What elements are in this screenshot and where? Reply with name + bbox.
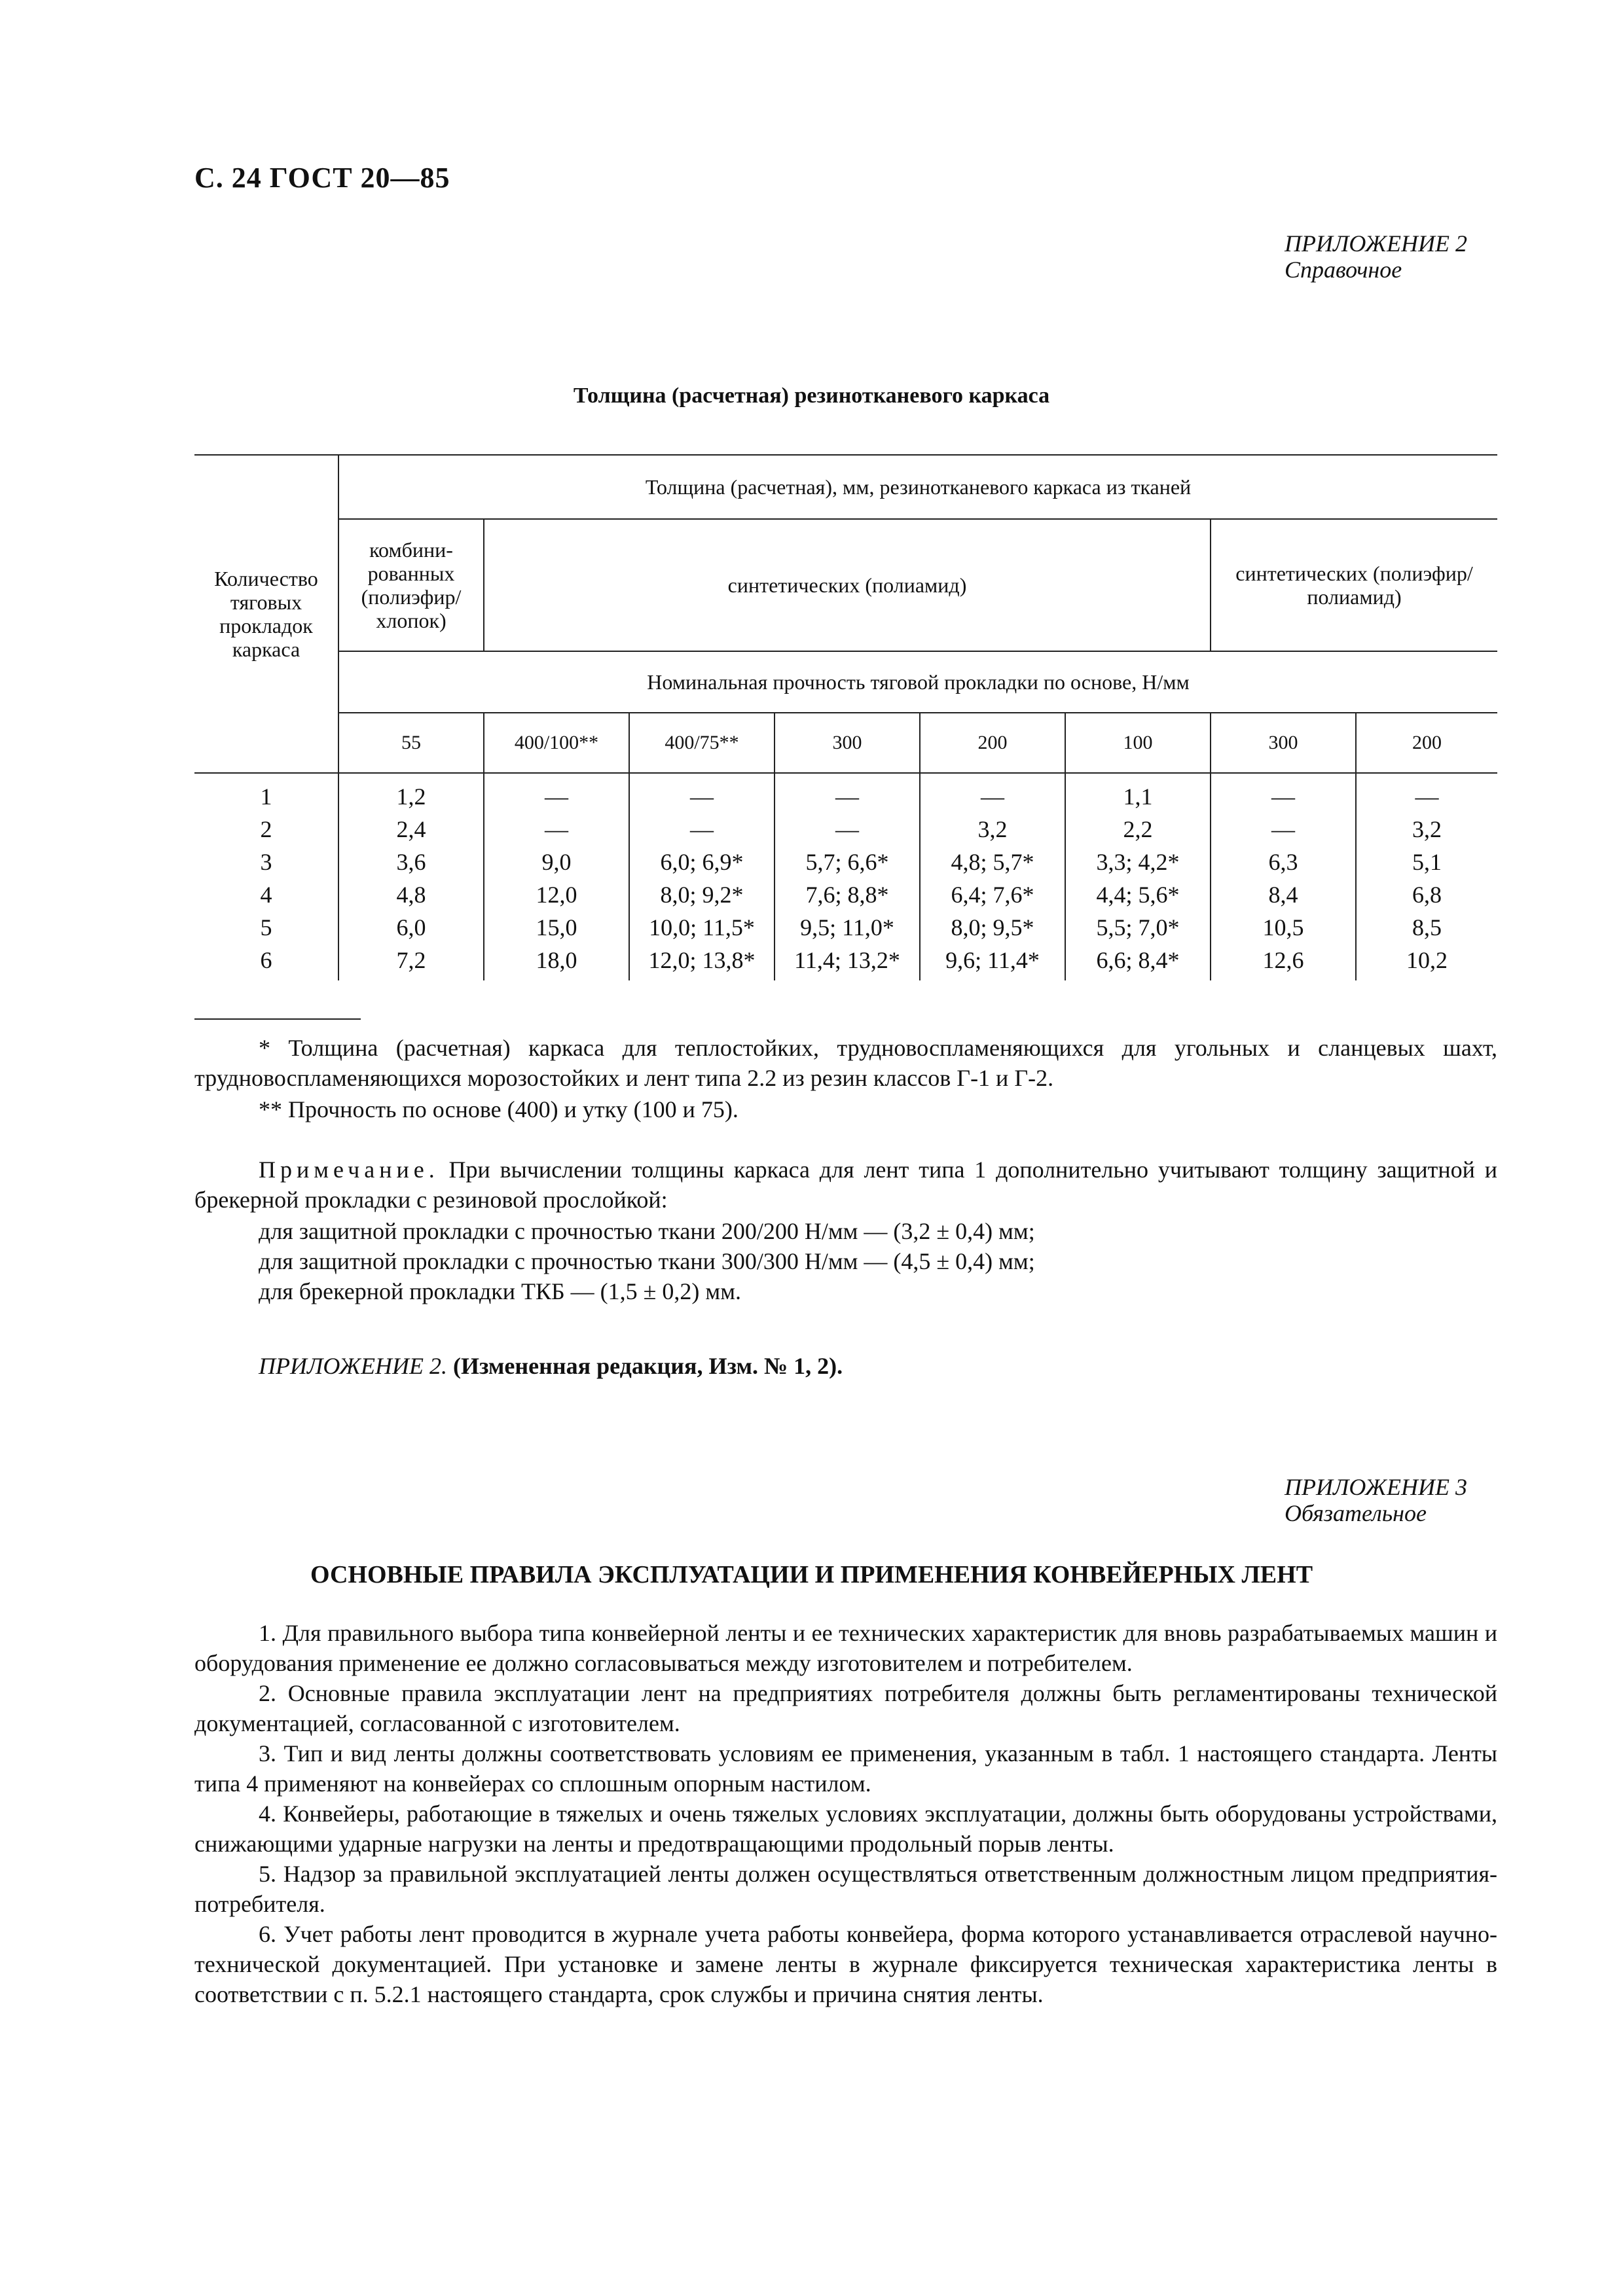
strength-cell: 300 xyxy=(775,713,920,773)
table-cell: 3,2 xyxy=(920,813,1065,846)
table-row xyxy=(194,773,1497,813)
table-cell: 6,0; 6,9* xyxy=(629,846,775,878)
table-cell: 9,5; 11,0* xyxy=(775,911,920,944)
table-cell: 6,0 xyxy=(338,911,484,944)
table-cell: 8,0; 9,2* xyxy=(629,878,775,911)
table-cell: 5,7; 6,6* xyxy=(775,846,920,878)
table-cell: — xyxy=(484,773,629,813)
appendix-2-status: Справочное xyxy=(1285,257,1402,283)
footnote-2: ** Прочность по основе (400) и утку (100 и 75). xyxy=(259,1096,739,1122)
appendix-3-title: ПРИЛОЖЕНИЕ 3 xyxy=(1285,1474,1467,1500)
strength-header: Номинальная прочность тяговой прокладки по основе, Н/мм xyxy=(338,651,1497,713)
appendix-3-status: Обязательное xyxy=(1285,1500,1427,1526)
change-note-label: ПРИЛОЖЕНИЕ 2. xyxy=(259,1353,447,1379)
rule-item: 2. Основные правила эксплуатации лент на предприятиях потребителя должны быть регламентированы технической документацией, согласованной с изготовителем. xyxy=(194,1680,1497,1736)
table-title: Толщина (расчетная) резинотканевого каркаса xyxy=(573,384,1050,408)
table-cell: 10,0; 11,5* xyxy=(629,911,775,944)
strength-cell: 400/100** xyxy=(484,713,629,773)
appendix-2-title: ПРИЛОЖЕНИЕ 2 xyxy=(1285,230,1467,257)
table-cell: 4,8; 5,7* xyxy=(920,846,1065,878)
table-cell: 4,8 xyxy=(338,878,484,911)
table-cell: 3 xyxy=(260,849,272,875)
fabric-polyamide: синтетических (полиамид) xyxy=(484,519,1211,651)
footnote-1: * Толщина (расчетная) каркаса для теплостойких, трудновоспламеняющихся для угольных и сланцевых шахт, трудновоспламеняющихся морозостойких и лент типа 2.2 из резин классов Г-1 и Г-2. xyxy=(194,1035,1497,1091)
strength-cell: 55 xyxy=(338,713,484,773)
table-cell: — xyxy=(775,773,920,813)
table-row xyxy=(194,911,1497,944)
appendix-2-label xyxy=(1285,230,1499,283)
table-row xyxy=(194,846,1497,878)
table-cell: 4,4; 5,6* xyxy=(1065,878,1211,911)
strength-cell: 200 xyxy=(1356,713,1497,773)
table-cell: 8,0; 9,5* xyxy=(920,911,1065,944)
table-row xyxy=(194,878,1497,911)
group-header: Толщина (расчетная), мм, резинотканевого каркаса из тканей xyxy=(338,455,1497,519)
table-cell: 9,0 xyxy=(484,846,629,878)
table-cell: 18,0 xyxy=(484,944,629,980)
table-cell: 8,5 xyxy=(1356,911,1497,944)
table-row xyxy=(194,944,1497,980)
table-cell: 5,5; 7,0* xyxy=(1065,911,1211,944)
table-cell: 4 xyxy=(260,882,272,908)
table-cell: 10,5 xyxy=(1211,911,1356,944)
table-cell: 6,8 xyxy=(1356,878,1497,911)
note-lines xyxy=(194,1216,1497,1306)
table-cell: 9,6; 11,4* xyxy=(920,944,1065,980)
note-line: для брекерной прокладки ТКБ — (1,5 ± 0,2) мм. xyxy=(259,1278,741,1304)
table-cell: 2 xyxy=(260,816,272,842)
table-cell: 3,2 xyxy=(1356,813,1497,846)
table-cell: 7,6; 8,8* xyxy=(775,878,920,911)
table-cell: 1,1 xyxy=(1065,773,1211,813)
fabric-combined: комбини-рованных (полиэфир/хлопок) xyxy=(361,538,462,632)
rule-item: 5. Надзор за правильной эксплуатацией ленты должен осуществляться ответственным должностным лицом предприятия-потребителя. xyxy=(194,1861,1497,1917)
table-cell: — xyxy=(920,773,1065,813)
note-label: Примечание. xyxy=(259,1157,439,1183)
change-note xyxy=(194,1351,1561,1381)
table-cell: — xyxy=(1211,773,1356,813)
strength-cell: 300 xyxy=(1211,713,1356,773)
table-cell: 1 xyxy=(260,783,272,810)
table-cell: — xyxy=(484,813,629,846)
row-header: Количество тяговых прокладок каркаса xyxy=(214,567,318,661)
table-cell: 2,4 xyxy=(338,813,484,846)
table-cell: — xyxy=(629,773,775,813)
table-cell: 6,4; 7,6* xyxy=(920,878,1065,911)
table-row xyxy=(194,813,1497,846)
table-cell: 3,3; 4,2* xyxy=(1065,846,1211,878)
appendix-3-label xyxy=(1285,1474,1499,1526)
rule-item: 1. Для правильного выбора типа конвейерной ленты и ее технических характеристик для вновь разрабатываемых машин и оборудования применение ее должно согласовываться между изготовителем и потребителем. xyxy=(194,1620,1497,1676)
note-line: для защитной прокладки с прочностью ткани 300/300 Н/мм — (4,5 ± 0,4) мм; xyxy=(259,1248,1035,1274)
table-cell: 6 xyxy=(260,947,272,973)
rules-list xyxy=(194,1618,1497,2009)
note-line: для защитной прокладки с прочностью ткани 200/200 Н/мм — (3,2 ± 0,4) мм; xyxy=(259,1218,1035,1244)
rule-item: 4. Конвейеры, работающие в тяжелых и очень тяжелых условиях эксплуатации, должны быть оборудованы устройствами, снижающими ударные нагрузки на ленты и предотвращающими продольный порыв ленты. xyxy=(194,1801,1497,1857)
table-cell: 15,0 xyxy=(484,911,629,944)
table-cell: 7,2 xyxy=(338,944,484,980)
table-cell: — xyxy=(1211,813,1356,846)
table-cell: 12,6 xyxy=(1211,944,1356,980)
table-cell: 10,2 xyxy=(1356,944,1497,980)
rule-item: 3. Тип и вид ленты должны соответствовать условиям ее применения, указанным в табл. 1 настоящего стандарта. Ленты типа 4 применяют на конвейерах со сплошным опорным настилом. xyxy=(194,1740,1497,1797)
section-title: ОСНОВНЫЕ ПРАВИЛА ЭКСПЛУАТАЦИИ И ПРИМЕНЕНИЯ КОНВЕЙЕРНЫХ ЛЕНТ xyxy=(310,1561,1313,1588)
strength-cell: 400/75** xyxy=(629,713,775,773)
footnote-divider xyxy=(194,1018,361,1020)
fabric-combined-cell xyxy=(338,519,484,651)
table-cell: — xyxy=(775,813,920,846)
table-cell: 5 xyxy=(260,914,272,941)
table-cell: 1,2 xyxy=(338,773,484,813)
note-paragraph xyxy=(194,1155,1497,1215)
table-cell: — xyxy=(629,813,775,846)
table-cell: 12,0 xyxy=(484,878,629,911)
table-cell: 6,3 xyxy=(1211,846,1356,878)
thickness-table xyxy=(194,454,1497,980)
page-header: С. 24 ГОСТ 20—85 xyxy=(194,162,450,194)
table-cell: 11,4; 13,2* xyxy=(775,944,920,980)
fabric-polyester: синтетических (полиэфир/полиамид) xyxy=(1235,562,1473,609)
rule-item: 6. Учет работы лент проводится в журнале учета работы конвейера, форма которого устанавливается отраслевой научно-технической документацией. При установке и замене ленты в журнале фиксируется техническая характеристика ленты в соответствии с п. 5.2.1 настоящего стандарта, срок службы и причина снятия ленты. xyxy=(194,1921,1497,2007)
note-text: При вычислении толщины каркаса для лент типа 1 дополнительно учитывают толщину защитной и брекерной прокладки с резиновой прослойкой: xyxy=(194,1157,1497,1213)
table-cell: 8,4 xyxy=(1211,878,1356,911)
table-cell: 3,6 xyxy=(338,846,484,878)
strength-cell: 100 xyxy=(1065,713,1211,773)
table-cell: 6,6; 8,4* xyxy=(1065,944,1211,980)
table-cell: 12,0; 13,8* xyxy=(629,944,775,980)
strength-cell: 200 xyxy=(920,713,1065,773)
strength-row xyxy=(194,713,1497,773)
table-cell: 2,2 xyxy=(1065,813,1211,846)
change-note-text: (Измененная редакция, Изм. № 1, 2). xyxy=(452,1353,843,1379)
fabric-polyester-cell xyxy=(1211,519,1497,651)
table-cell: 5,1 xyxy=(1356,846,1497,878)
table-cell: — xyxy=(1356,773,1497,813)
row-header-cell xyxy=(194,455,338,773)
